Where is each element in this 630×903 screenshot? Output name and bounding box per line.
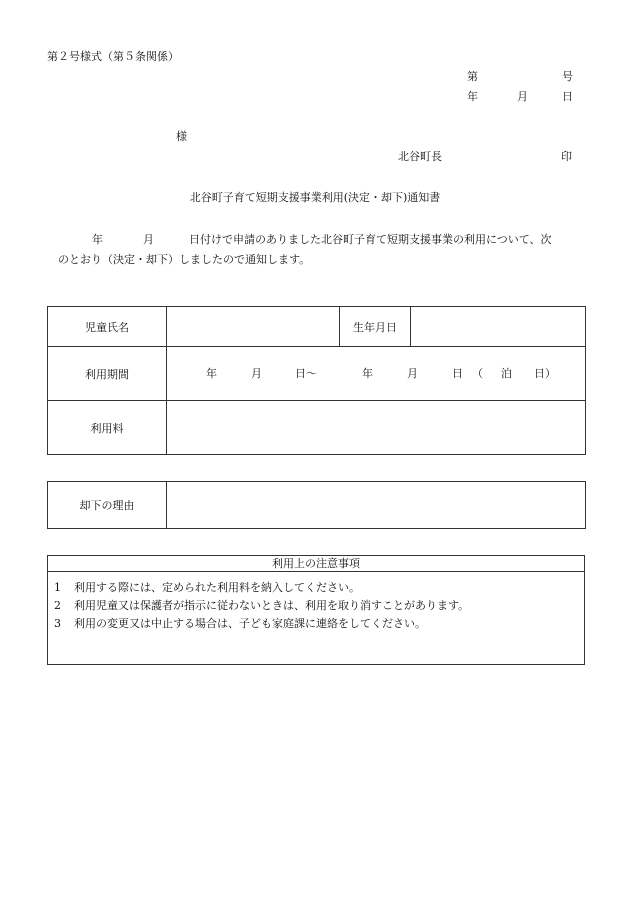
period-nights: 泊	[501, 367, 512, 380]
child-name-field[interactable]	[167, 307, 340, 347]
body-line-1	[92, 233, 552, 246]
application-table	[47, 306, 586, 455]
fee-label: 利用料	[48, 401, 167, 455]
note-text: 利用の変更又は中止する場合は、子ども家庭課に連絡をしてください。	[74, 617, 426, 630]
period-days: 日）	[534, 367, 556, 380]
note-item	[54, 618, 426, 629]
child-name-label: 児童氏名	[48, 307, 167, 347]
period-start-year: 年	[206, 367, 217, 380]
issuer-name: 北谷町長	[398, 150, 442, 163]
note-text: 利用する際には、定められた利用料を納入してください。	[74, 581, 360, 594]
body-month: 月	[143, 233, 154, 246]
document-title: 北谷町子育て短期支援事業利用(決定・却下)通知書	[189, 191, 441, 204]
period-end-month: 月	[407, 367, 418, 380]
period-open-paren: （	[472, 367, 483, 380]
period-field[interactable]	[167, 347, 586, 401]
issue-date-year: 年	[467, 90, 478, 103]
rejection-table	[47, 481, 586, 529]
body-line-1-text: 日付けで申請のありました北谷町子育て短期支援事業の利用について、次	[189, 233, 552, 246]
seal-mark: 印	[561, 150, 572, 163]
usage-notes-box	[47, 555, 585, 665]
birth-date-label: 生年月日	[340, 307, 411, 347]
form-number: 第２号様式（第５条関係）	[47, 50, 179, 63]
usage-notes-heading: 利用上の注意事項	[48, 556, 584, 572]
note-number: 3	[54, 617, 61, 630]
rejection-reason-field[interactable]	[167, 482, 586, 529]
document-number-prefix: 第	[467, 70, 478, 83]
rejection-reason-label: 却下の理由	[48, 482, 167, 529]
period-end-day: 日	[452, 367, 463, 380]
period-label: 利用期間	[48, 347, 167, 401]
birth-date-field[interactable]	[411, 307, 586, 347]
period-start-day: 日～	[295, 367, 317, 380]
note-number: 1	[54, 581, 61, 594]
note-text: 利用児童又は保護者が指示に従わないときは、利用を取り消すことがあります。	[74, 599, 470, 612]
period-end-year: 年	[362, 367, 373, 380]
issue-date-day: 日	[562, 90, 573, 103]
body-line-2: のとおり（決定・却下）しましたので通知します。	[58, 253, 311, 266]
period-start-month: 月	[251, 367, 262, 380]
note-item	[54, 600, 469, 611]
body-year: 年	[92, 233, 103, 246]
issue-date-month: 月	[517, 90, 528, 103]
note-item	[54, 582, 360, 593]
note-number: 2	[54, 599, 61, 612]
fee-field[interactable]	[167, 401, 586, 455]
document-number-suffix: 号	[562, 70, 573, 83]
addressee-honorific: 様	[176, 130, 187, 143]
